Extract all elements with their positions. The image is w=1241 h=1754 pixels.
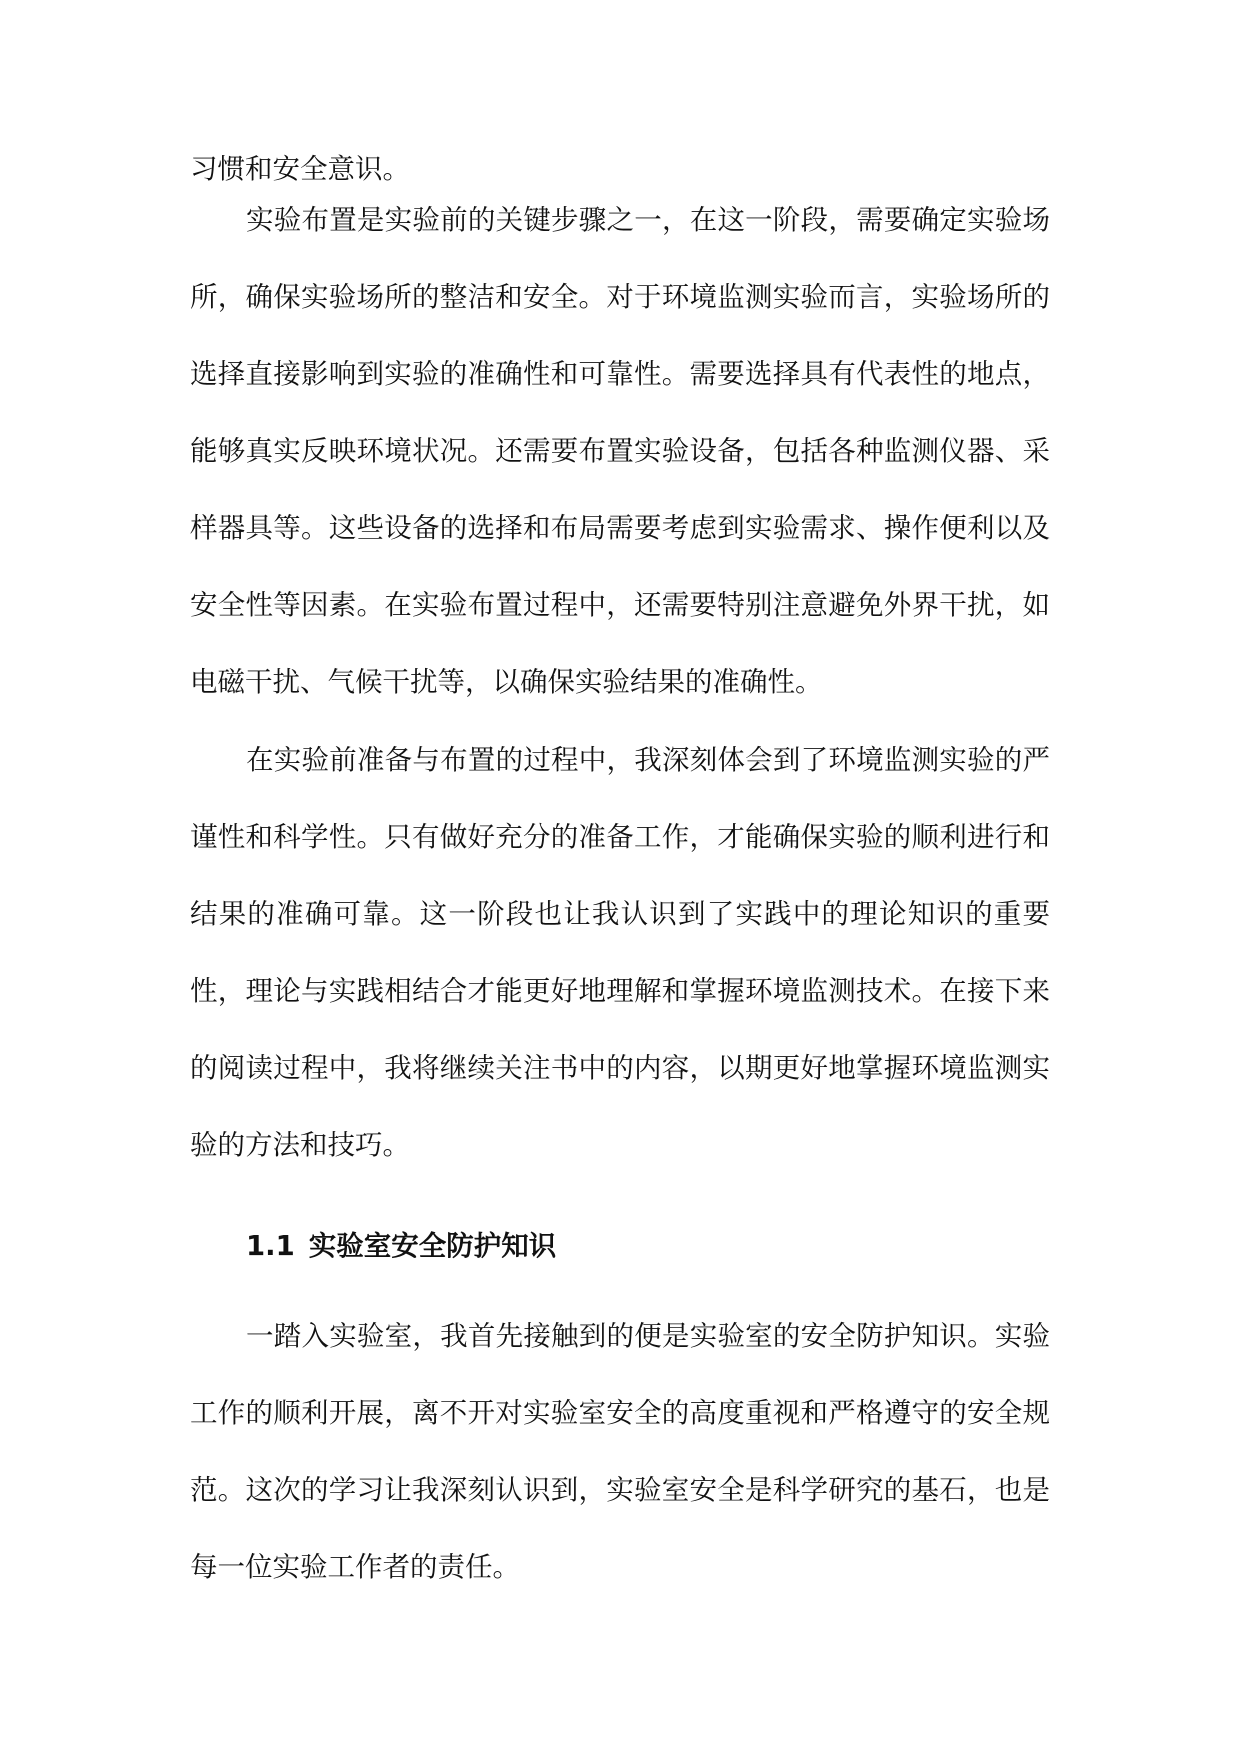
paragraph-experiment-setup: 实验布置是实验前的关键步骤之一，在这一阶段，需要确定实验场所，确保实验场所的整洁和安全。对于环境监测实验而言，实验场所的选择直接影响到实验的准确性和可靠性。需要选择具有代表性的地点，能够真实反映环境状况。还需要布置实验设备，包括各种监测仪器、采样器具等。这些设备的选择和布局需要考虑到实验需求、操作便利以及安全性等因素。在实验布置过程中，还需要特别注意避免外界干扰，如电磁干扰、气候干扰等，以确保实验结果的准确性。: [190, 204, 1050, 698]
section-title: 实验室安全防护知识: [308, 1230, 557, 1262]
paragraph-lab-safety: 一踏入实验室，我首先接触到的便是实验室的安全防护知识。实验工作的顺利开展，离不开对实验室安全的高度重视和严格遵守的安全规范。这次的学习让我深刻认识到，实验室安全是科学研究的基石，也是每一位实验工作者的责任。: [190, 1320, 1050, 1583]
paragraph-reflection: 在实验前准备与布置的过程中，我深刻体会到了环境监测实验的严谨性和科学性。只有做好充分的准备工作，才能确保实验的顺利进行和结果的准确可靠。这一阶段也让我认识到了实践中的理论知识的重要性，理论与实践相结合才能更好地理解和掌握环境监测技术。在接下来的阅读过程中，我将继续关注书中的内容，以期更好地掌握环境监测实验的方法和技巧。: [190, 744, 1050, 1161]
section-number: 1.1: [246, 1230, 295, 1262]
paragraph-continuation: 习惯和安全意识。: [190, 153, 410, 185]
section-heading: [246, 1221, 556, 1271]
